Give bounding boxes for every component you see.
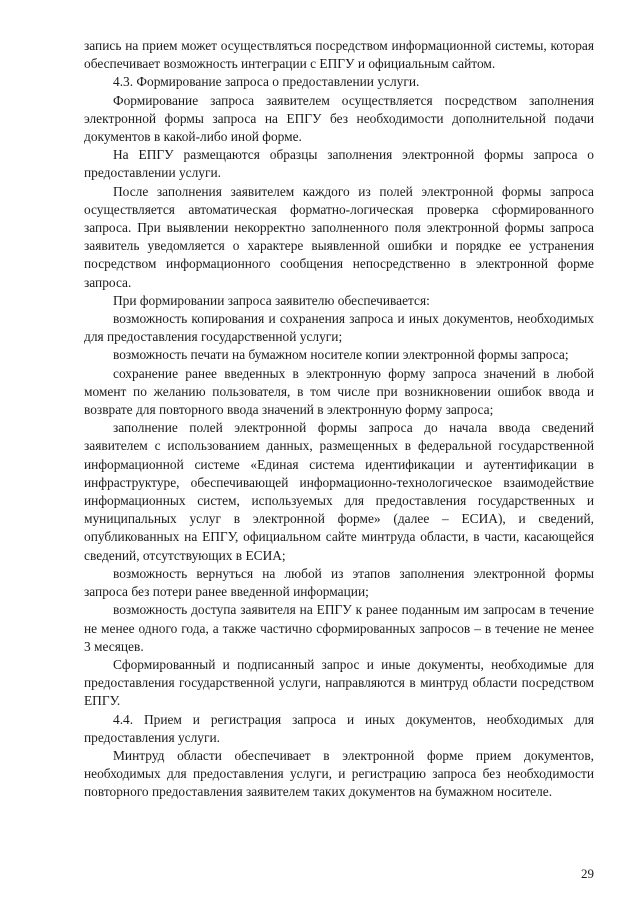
paragraph: На ЕПГУ размещаются образцы заполнения электронной формы запроса о предоставлении услуги. — [84, 147, 594, 181]
list-item: сохранение ранее введенных в электронную форму запроса значений в любой момент по желанию пользователя, в том числе при возникновении ошибок ввода и возврате для повторного ввода значений в электронную форму запроса; — [84, 365, 594, 418]
paragraph: При формировании запроса заявителю обеспечивается: — [113, 292, 430, 308]
list-item: возможность вернуться на любой из этапов заполнения электронной формы запроса без потери ранее введенной информации; — [84, 565, 594, 600]
document-body — [84, 37, 594, 802]
paragraph: Минтруд области обеспечивает в электронной форме прием документов, необходимых для предоставления услуги, и регистрацию запроса без необходимости повторного предоставления заявителем таких документов на бумажном носителе. — [84, 747, 594, 800]
paragraph-continuation: запись на прием может осуществляться посредством информационной системы, которая обеспечивает возможность интеграции с ЕПГУ и официальным сайтом. — [84, 38, 594, 72]
list-item: возможность печати на бумажном носителе копии электронной формы запроса; — [113, 347, 569, 363]
section-heading-4-4: 4.4. Прием и регистрация запроса и иных документов, необходимых для предоставления услуги. — [84, 711, 594, 745]
section-heading-4-3: 4.3. Формирование запроса о предоставлении услуги. — [113, 74, 420, 90]
paragraph: После заполнения заявителем каждого из полей электронной формы запроса осуществляется автоматическая форматно-логическая проверка сформированного запроса. При выявлении некорректно заполненного поля электронной формы запроса заявитель уведомляется о характере выявленной ошибки и порядке ее устранения посредством информационного сообщения непосредственно в электронной форме запроса. — [84, 183, 594, 290]
list-item: возможность копирования и сохранения запроса и иных документов, необходимых для предоставления государственной услуги; — [84, 311, 594, 345]
list-item: заполнение полей электронной формы запроса до начала ввода сведений заявителем с использованием данных, размещенных в федеральной государственной информационной системе «Единая система идентификации и аутентификации в инфраструктуре, обеспечивающей информационно-технологическое взаимодействие информационных систем, используемых для предоставления государственных и муниципальных услуг в электронной форме» (далее – ЕСИА), и сведений, опубликованных на ЕПГУ, официальном сайте минтруда области, в части, касающейся сведений, отсутствующих в ЕСИА; — [84, 420, 594, 563]
page-number: 29 — [581, 866, 594, 881]
paragraph: Формирование запроса заявителем осуществляется посредством заполнения электронной формы запроса на ЕПГУ без необходимости дополнительной подачи документов в какой-либо иной форме. — [84, 92, 594, 145]
list-item: возможность доступа заявителя на ЕПГУ к ранее поданным им запросам в течение не менее одного года, а также частично сформированных запросов – в течение не менее 3 месяцев. — [84, 602, 594, 654]
paragraph: Сформированный и подписанный запрос и иные документы, необходимые для предоставления государственной услуги, направляются в минтруд области посредством ЕПГУ. — [84, 656, 594, 709]
